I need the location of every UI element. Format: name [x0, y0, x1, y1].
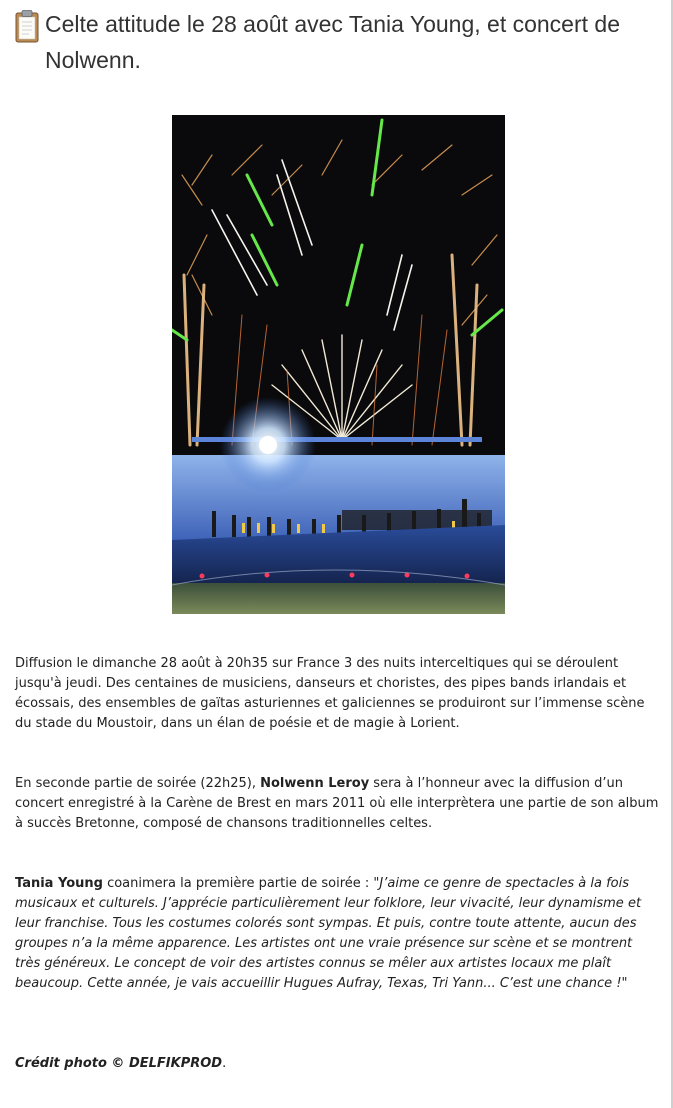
- credit-text: [15, 1054, 660, 1074]
- credit-label: Crédit photo © DELFIKPROD: [15, 1056, 223, 1071]
- paragraph-text-start: En seconde partie de soirée (22h25),: [15, 776, 261, 791]
- clipboard-icon: [14, 9, 40, 43]
- host-name-tania: Tania Young: [15, 876, 103, 891]
- paragraph-text: [15, 874, 660, 994]
- artist-name-nolwenn: Nolwenn Leroy: [260, 776, 370, 791]
- quote-close: ": [621, 976, 628, 991]
- quote-intro: coanimera la première partie de soirée : ": [102, 876, 380, 891]
- fireworks-photo: [172, 115, 505, 614]
- credit-period: .: [222, 1056, 227, 1071]
- article-title: Celte attitude le 28 août avec Tania Young, et concert de Nolwenn.: [45, 11, 620, 73]
- paragraph-text-end: sera à l’honneur avec la diffusion d’un concert enregistré à la Carène de Brest en mars 2011 où elle interprètera une partie de son album à succès Bretonne, composé de chansons traditionnelles celtes.: [15, 776, 659, 831]
- article-paragraph: [15, 874, 660, 994]
- article-paragraph: [15, 654, 660, 734]
- photo-credit: [15, 1054, 660, 1074]
- article-paragraph: [15, 774, 660, 834]
- paragraph-text: Diffusion le dimanche 28 août à 20h35 sur France 3 des nuits interceltiques qui se déroulent jusqu'à jeudi. Des centaines de musiciens, danseurs et choristes, des pipes bands irlandais et écossais, des ensembles de gaïtas asturiennes et galiciennes se produiront sur l’immense scène du stade du Moustoir, dans un élan de poésie et de magie à Lorient.: [15, 656, 645, 731]
- paragraph-text: [15, 774, 660, 834]
- quote-text: J’aime ce genre de spectacles à la fois musicaux et culturels. J’apprécie particulièrement leur folklore, leur vivacité, leur dynamisme et leur franchise. Tous les costumes colorés sont sympas. Et puis, contre toute attente, aucun des groupes n’a la même apparence. Les artistes ont une vraie présence sur scène et se montrent très généreux. Le concept de voir des artistes connus se mêler aux artistes locaux me plaît beaucoup. Cette année, je vais accueillir Hugues Aufray, Texas, Tri Yann... C’est une chance !: [15, 876, 642, 991]
- article-header: [14, 6, 654, 78]
